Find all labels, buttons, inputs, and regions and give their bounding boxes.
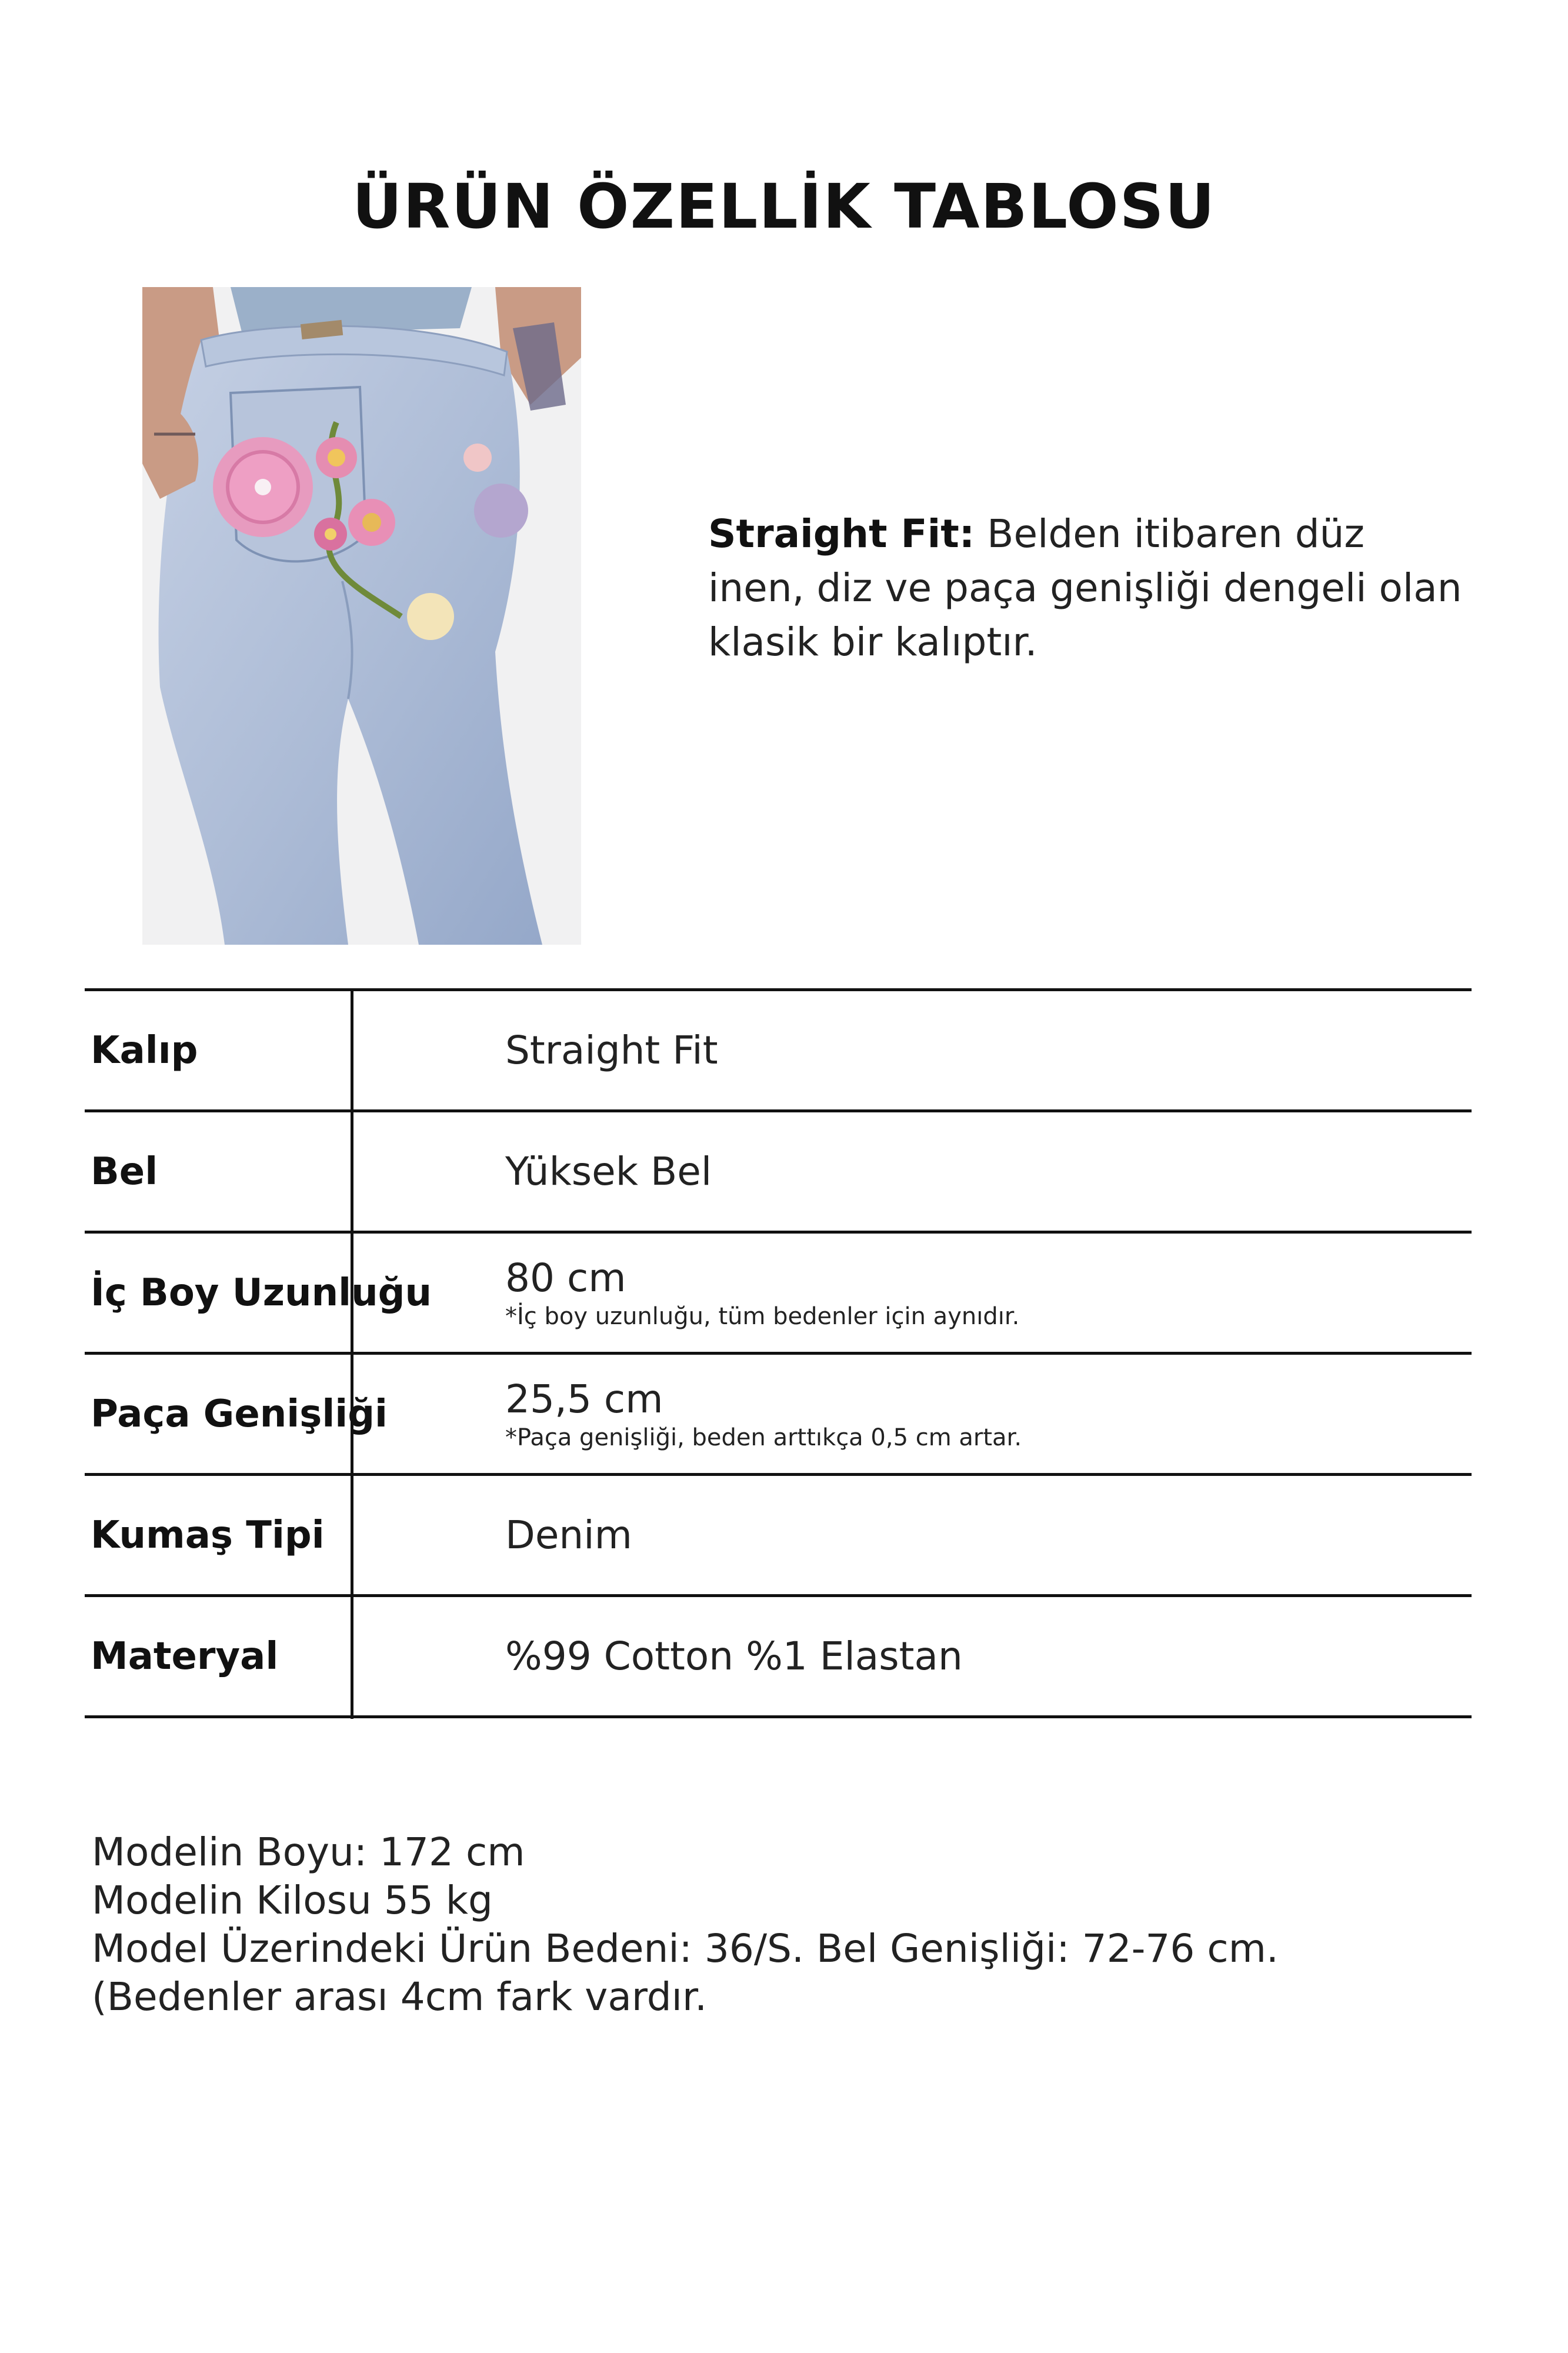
table-row (85, 1231, 1472, 1352)
row-value-cell (505, 1355, 1022, 1473)
fit-text: Belden itibaren düz inen, diz ve paça genişliği dengeli olan klasik bir kalıptır. (708, 511, 1462, 665)
table-row (85, 1473, 1472, 1594)
row-value-cell (505, 1597, 963, 1715)
product-photo (142, 287, 581, 945)
spec-table (85, 988, 1472, 1718)
row-note: *Paça genişliği, beden arttıkça 0,5 cm artar. (505, 1424, 1022, 1451)
row-label: Materyal (91, 1634, 279, 1678)
row-value-cell (505, 1476, 632, 1594)
row-label: Paça Genişliği (91, 1392, 388, 1436)
row-value: Denim (505, 1512, 632, 1558)
row-value: 80 cm (505, 1255, 626, 1301)
row-label: Kumaş Tipi (91, 1513, 325, 1557)
row-value: Straight Fit (505, 1028, 718, 1073)
jeans-illustration (142, 287, 581, 945)
row-value: Yüksek Bel (505, 1149, 712, 1194)
row-label: Kalıp (91, 1028, 198, 1072)
fit-description (708, 507, 1473, 669)
model-height: Modelin Boyu: 172 cm (92, 1829, 525, 1875)
row-value: %99 Cotton %1 Elastan (505, 1634, 963, 1679)
model-info (92, 1828, 1480, 2021)
model-size-info: Model Üzerindeki Ürün Bedeni: 36/S. Bel Genişliği: 72-76 cm. (Bedenler arası 4cm fark vardır. (92, 1926, 1279, 2019)
row-label: İç Boy Uzunluğu (91, 1271, 432, 1315)
row-value-cell (505, 991, 718, 1109)
table-row (85, 988, 1472, 1109)
table-row (85, 1352, 1472, 1473)
page-title: ÜRÜN ÖZELLİK TABLOSU (352, 171, 1216, 242)
fit-term: Straight Fit: (708, 511, 975, 556)
model-weight: Modelin Kilosu 55 kg (92, 1878, 493, 1923)
table-row (85, 1109, 1472, 1231)
row-note: *İç boy uzunluğu, tüm bedenler için aynıdır. (505, 1303, 1020, 1330)
row-value: 25,5 cm (505, 1377, 663, 1422)
row-value-cell (505, 1234, 1019, 1352)
row-value-cell (505, 1112, 712, 1231)
row-label: Bel (91, 1149, 158, 1194)
table-row (85, 1594, 1472, 1718)
